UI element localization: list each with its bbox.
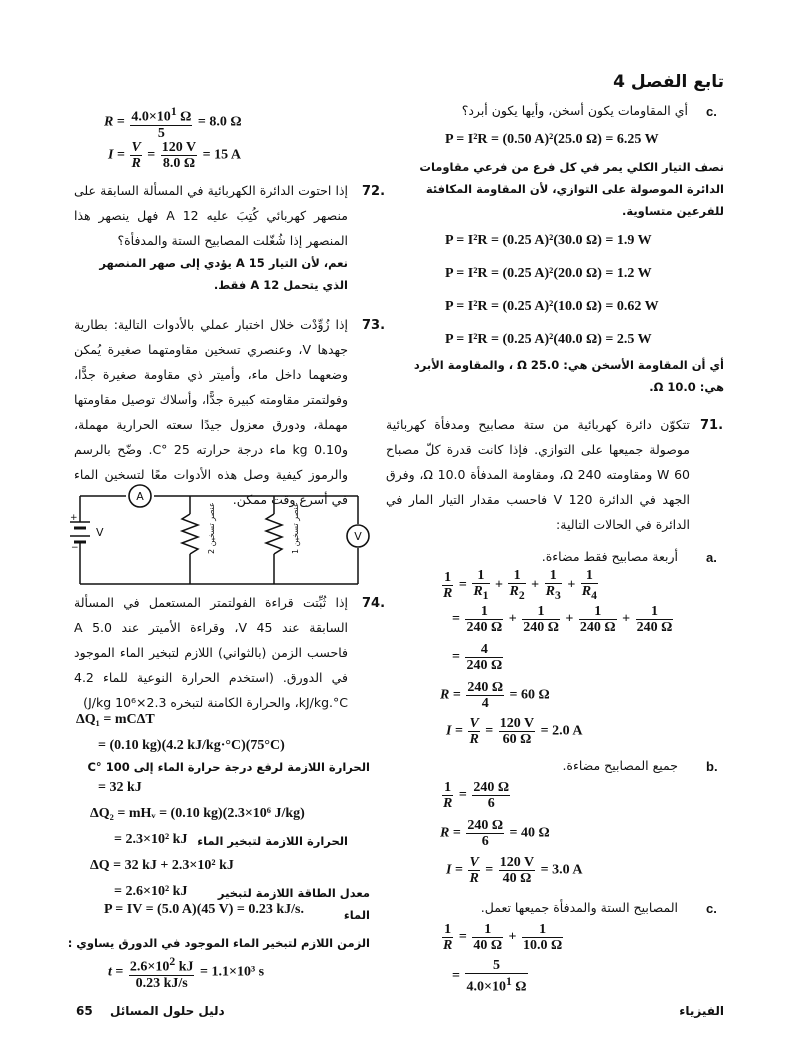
equation-c5: P = I²R = (0.25 A)²(40.0 Ω) = 2.5 W — [445, 332, 652, 347]
equation-dq-total: ΔQ = 32 kJ + 2.3×10² kJ — [90, 858, 234, 873]
equation-c2: P = I²R = (0.25 A)²(30.0 Ω) = 1.9 W — [445, 233, 652, 248]
equation-a-reciprocal-values: = $\frac{1}{240 \Omega}$ + $\frac{1}{240 \Omega}$ + $\frac{1}{240 \Omega}$ + $\frac{1}{240 \Omega}$ — [452, 604, 673, 635]
time-result: 1.1×10³ s — [211, 964, 265, 980]
part-c-label: c. — [706, 104, 717, 119]
question-71-text: تتكوّن دائرة كهربائية من ستة مصابيح ومدفأة كهربائية موصولة جميعها على التوازي. فإذا كانت قدرة كلّ مصباح 60 W ومقاومته 240 Ω، ومقاومة المدفأة 10.0 Ω، وفرق الجهد في الدائرة 120 V فاحسب مقدار التيار المار في الدائرة في الحالات التالية: — [386, 417, 690, 532]
equation-b-reciprocal: $\frac{1}{R}$ = $\frac{240 \Omega}{6}$ — [443, 780, 510, 811]
part-b-text: جميع المصابيح مضاءة. — [562, 758, 678, 773]
part-a-text: أربعة مصابيح فقط مضاءة. — [541, 549, 678, 564]
heater-1-resistor — [266, 514, 282, 554]
question-72-answer: نعم، لأن التيار 15 A يؤدي إلى صهر المنصهر الذي يتحمل 12 A فقط. — [99, 256, 348, 292]
equation-b-resistance: R = $\frac{240 \Omega}{6}$ = 40 Ω — [440, 818, 550, 849]
part-a-label: a. — [706, 550, 717, 565]
note-time: الزمن اللازم لتبخير الماء الموجود في الدورق يساوي : — [67, 936, 370, 950]
part-c-question: أي المقاومات يكون أسخن، وأيها يكون أبرد؟ — [461, 103, 688, 118]
equation-c3: P = I²R = (0.25 A)²(20.0 Ω) = 1.2 W — [445, 266, 652, 281]
question-74-number: 74. — [362, 596, 386, 611]
top-resistance-result: 8.0 Ω — [209, 114, 242, 130]
battery-label: V — [96, 526, 104, 539]
page-header-title: تابع الفصل 4 — [613, 72, 724, 92]
part-a-current-result: 2.0 A — [552, 723, 583, 739]
note-heat-raise: الحرارة اللازمة لرفع درجة حرارة الماء إلى 100 °C — [87, 760, 370, 774]
value-260-kj: = 2.6×10² kJ — [114, 884, 188, 899]
ammeter-label: A — [136, 490, 144, 503]
part-c2-label: c. — [706, 901, 717, 916]
part-b-label: b. — [706, 759, 718, 774]
footer-page-number: 65 — [76, 1004, 93, 1018]
footer-guide: دليل حلول المسائل — [110, 1004, 225, 1018]
equation-c4: P = I²R = (0.25 A)²(10.0 Ω) = 0.62 W — [445, 299, 659, 314]
heater-2-resistor — [182, 514, 198, 554]
question-72-number: 72. — [362, 184, 386, 199]
equation-c2-total: = $\frac{5}{4.0\times 10^1 \Omega}$ — [452, 958, 527, 995]
part-a-resistance-result: 60 Ω — [521, 687, 550, 703]
circuit-diagram — [64, 484, 382, 596]
equation-top-resistance: R = $\frac{4.0\times 10^1 \Omega}{5}$ = 8.0 Ω — [104, 105, 242, 141]
battery-minus-sign: − — [71, 543, 79, 553]
value-32-kj: = 32 kJ — [98, 780, 142, 795]
question-73-text: إذا زُوِّدْت خلال اختبار عملي بالأدوات التالية: بطارية جهدها V، وعنصري تسخين مقاومتهما صغيرة يُمكن وضعهما داخل ماء، وأميتر ذي مقاومة صغيرة جدًّا، وفولتمتر مقاومته كبيرة جدًّا، وأسلاك توصيل مقاومتها مهملة، ودورق معزول جيدًا سعته الحرارية مهملة، و0.10 kg ماء درجة حرارته 25 °C. وضّح بالرسم والرموز كيفية وصل هذه الأدوات معًا لتسخين الماء في أسرع وقت ممكن. — [74, 317, 348, 507]
part-c-answer-note: نصف التيار الكلي يمر في كل فرع من فرعي مقاومات الدائرة الموصولة على التوازي، لأن المقاومة المكافئة للفرعين متساوية. — [419, 160, 724, 218]
battery-plus-sign: + — [70, 513, 78, 523]
top-current-result: 15 A — [214, 147, 241, 163]
equation-power: P = IV = (5.0 A)(45 V) = 0.23 kJ/s. — [104, 902, 304, 917]
equation-a-current: I = $\frac{V}{R}$ = $\frac{120 V}{60 \Omega}$ = 2.0 A — [446, 716, 583, 747]
note-energy-rate: معدل الطاقة اللازمة لتبخير الماء — [217, 886, 370, 922]
note-vaporization: الحرارة اللازمة لتبخير الماء — [197, 834, 348, 848]
voltmeter-label: V — [354, 530, 362, 543]
equation-a-reciprocal-sum: $\frac{1}{R}$ = $\frac{1}{R_1}$ + $\frac{1}{R_2}$ + $\frac{1}{R_3}$ + $\frac{1}{R_4}$ — [443, 568, 597, 602]
equation-b-current: I = $\frac{V}{R}$ = $\frac{120 V}{40 \Omega}$ = 3.0 A — [446, 855, 583, 886]
question-71-number: 71. — [700, 418, 724, 433]
part-c-conclusion: أي أن المقاومة الأسخن هي: 25.0 Ω ، والمقاومة الأبرد هي: 10.0 Ω. — [413, 358, 724, 394]
equation-dq2: ΔQ₂ = mHᵥ = (0.10 kg)(2.3×10⁶ J/kg) — [90, 806, 305, 821]
equation-c2-reciprocal: $\frac{1}{R}$ = $\frac{1}{40 \Omega}$ + $\frac{1}{10.0 \Omega}$ — [443, 922, 563, 953]
equation-a-resistance: R = $\frac{240 \Omega}{4}$ = 60 Ω — [440, 680, 550, 711]
equation-a-reciprocal-total: = $\frac{4}{240 \Omega}$ — [452, 642, 503, 673]
equation-top-current: I = $\frac{V}{R}$ = $\frac{120 V}{8.0 \Omega}$ = 15 A — [108, 140, 241, 171]
equation-time: t = $\frac{2.6\times 10^2 kJ}{0.23 kJ/s}$ = 1.1×10³ s — [108, 955, 265, 991]
part-b-resistance-result: 40 Ω — [521, 825, 550, 841]
question-72-text: إذا احتوت الدائرة الكهربائية في المسألة السابقة على منصهر كهربائي كُتِبَ عليه 12 A فهل ينصهر هذا المنصهر إذا شُغّلت المصابيح الستة والمدفأة؟ — [74, 183, 348, 248]
heater-1-label: عنصر تسخين 1 — [291, 502, 300, 554]
question-73-number: 73. — [362, 318, 386, 333]
part-c2-text: المصابيح الستة والمدفأة جميعها تعمل. — [480, 900, 678, 915]
part-b-current-result: 3.0 A — [552, 862, 583, 878]
equation-c1: P = I²R = (0.50 A)²(25.0 Ω) = 6.25 W — [445, 132, 659, 147]
question-74-text: إذا ثُبِّتت قراءة الفولتمتر المستعمل في المسألة السابقة عند 45 V، وقراءة الأميتر عند 5.0 A فاحسب الزمن (بالثواني) اللازم لتبخير الماء الموجود في الدورق. (استخدم الحرارة النوعية للماء 4.2 kJ/kg.°C، والحرارة الكامنة لتبخره 2.3×10⁶ J/kg) — [74, 595, 349, 710]
value-230-kj: = 2.3×10² kJ — [114, 832, 188, 847]
footer-subject: الفيزياء — [679, 1004, 724, 1018]
heater-2-label: عنصر تسخين 2 — [207, 502, 216, 554]
equation-dq1-values: = (0.10 kg)(4.2 kJ/kg·°C)(75°C) — [98, 738, 285, 753]
equation-dq1: ΔQ₁ = mCΔT — [76, 712, 155, 727]
